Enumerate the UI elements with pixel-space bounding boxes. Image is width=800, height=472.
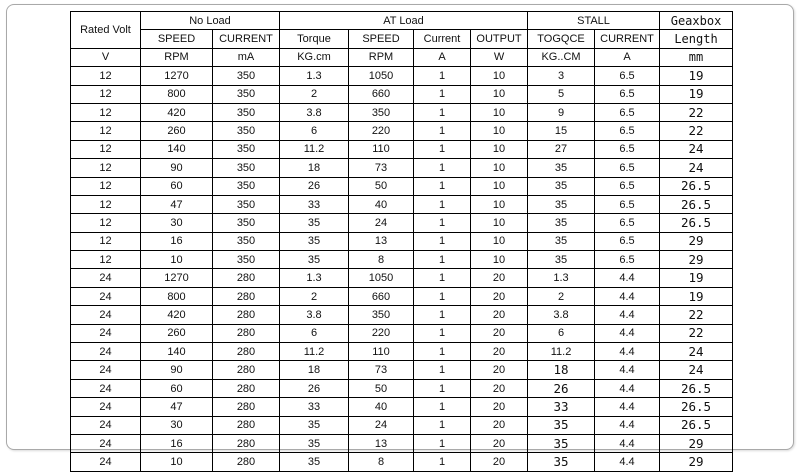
table-cell: 1 — [414, 324, 471, 342]
table-cell: 4.4 — [595, 306, 660, 324]
table-cell: 4.4 — [595, 361, 660, 379]
table-body — [71, 12, 733, 472]
table-cell: 47 — [141, 195, 213, 213]
table-cell: 280 — [213, 379, 280, 397]
table-row — [71, 140, 733, 158]
table-cell: 350 — [213, 122, 280, 140]
table-cell: 1 — [414, 343, 471, 361]
header-row-subcolumns — [71, 30, 733, 48]
unit-cell: RPM — [141, 48, 213, 66]
table-cell: 24 — [71, 269, 141, 287]
table-cell: 350 — [349, 306, 414, 324]
table-cell: 6.5 — [595, 140, 660, 158]
table-row — [71, 214, 733, 232]
table-row — [71, 306, 733, 324]
table-cell: 6 — [280, 324, 349, 342]
table-cell: 6.5 — [595, 251, 660, 269]
subheader-cell: Current — [414, 30, 471, 48]
table-cell: 35 — [528, 416, 595, 434]
table-cell: 73 — [349, 159, 414, 177]
table-cell: 9 — [528, 103, 595, 121]
table-cell: 1.3 — [280, 269, 349, 287]
table-cell: 20 — [471, 343, 528, 361]
table-cell: 29 — [660, 232, 733, 250]
table-cell: 420 — [141, 103, 213, 121]
table-row — [71, 343, 733, 361]
table-cell: 350 — [213, 251, 280, 269]
rated-volt-header: Rated Volt — [71, 12, 141, 49]
table-row — [71, 398, 733, 416]
table-cell: 280 — [213, 416, 280, 434]
table-cell: 29 — [660, 251, 733, 269]
table-cell: 4.4 — [595, 398, 660, 416]
table-cell: 1 — [414, 140, 471, 158]
table-cell: 3 — [528, 67, 595, 85]
table-cell: 22 — [660, 306, 733, 324]
table-cell: 60 — [141, 177, 213, 195]
table-cell: 2 — [280, 85, 349, 103]
table-cell: 660 — [349, 287, 414, 305]
table-cell: 140 — [141, 140, 213, 158]
table-cell: 26 — [280, 177, 349, 195]
table-row — [71, 159, 733, 177]
table-cell: 47 — [141, 398, 213, 416]
table-cell: 1 — [414, 195, 471, 213]
table-cell: 6.5 — [595, 122, 660, 140]
table-cell: 35 — [280, 416, 349, 434]
table-row — [71, 251, 733, 269]
table-cell: 1 — [414, 232, 471, 250]
table-cell: 4.4 — [595, 343, 660, 361]
table-cell: 26.5 — [660, 416, 733, 434]
table-cell: 35 — [528, 251, 595, 269]
unit-cell: A — [595, 48, 660, 66]
table-cell: 350 — [213, 214, 280, 232]
table-cell: 10 — [471, 140, 528, 158]
table-cell: 33 — [280, 398, 349, 416]
at-load-header: AT Load — [280, 12, 528, 30]
table-cell: 12 — [71, 177, 141, 195]
unit-cell: KG.cm — [280, 48, 349, 66]
table-cell: 16 — [141, 434, 213, 452]
table-cell: 10 — [471, 67, 528, 85]
table-cell: 24 — [660, 140, 733, 158]
table-cell: 20 — [471, 453, 528, 471]
table-cell: 6.5 — [595, 85, 660, 103]
table-cell: 1 — [414, 287, 471, 305]
table-cell: 26.5 — [660, 214, 733, 232]
table-cell: 24 — [349, 416, 414, 434]
table-cell: 1270 — [141, 269, 213, 287]
table-cell: 26.5 — [660, 177, 733, 195]
table-cell: 350 — [213, 140, 280, 158]
table-cell: 1 — [414, 103, 471, 121]
table-cell: 11.2 — [280, 343, 349, 361]
unit-cell: A — [414, 48, 471, 66]
table-row — [71, 122, 733, 140]
table-cell: 2 — [280, 287, 349, 305]
table-cell: 29 — [660, 434, 733, 452]
table-cell: 10 — [141, 453, 213, 471]
table-cell: 1270 — [141, 67, 213, 85]
table-cell: 4.4 — [595, 453, 660, 471]
table-cell: 35 — [528, 232, 595, 250]
table-cell: 110 — [349, 140, 414, 158]
table-cell: 3.8 — [280, 306, 349, 324]
table-cell: 280 — [213, 287, 280, 305]
table-cell: 4.4 — [595, 379, 660, 397]
table-cell: 24 — [660, 343, 733, 361]
table-cell: 20 — [471, 416, 528, 434]
table-cell: 20 — [471, 287, 528, 305]
table-cell: 10 — [471, 232, 528, 250]
table-cell: 13 — [349, 434, 414, 452]
table-cell: 35 — [528, 159, 595, 177]
table-cell: 26.5 — [660, 398, 733, 416]
table-cell: 220 — [349, 324, 414, 342]
table-cell: 50 — [349, 177, 414, 195]
table-row — [71, 85, 733, 103]
table-cell: 1 — [414, 398, 471, 416]
table-cell: 24 — [71, 434, 141, 452]
unit-cell: V — [71, 48, 141, 66]
table-cell: 26.5 — [660, 379, 733, 397]
table-cell: 29 — [660, 453, 733, 471]
table-cell: 1 — [414, 361, 471, 379]
table-cell: 6.5 — [595, 159, 660, 177]
table-cell: 140 — [141, 343, 213, 361]
table-cell: 35 — [280, 453, 349, 471]
table-cell: 24 — [660, 361, 733, 379]
table-cell: 73 — [349, 361, 414, 379]
table-cell: 10 — [471, 177, 528, 195]
table-cell: 12 — [71, 232, 141, 250]
table-cell: 800 — [141, 85, 213, 103]
subheader-cell: OUTPUT — [471, 30, 528, 48]
table-cell: 24 — [71, 343, 141, 361]
subheader-cell: CURRENT — [213, 30, 280, 48]
table-cell: 12 — [71, 214, 141, 232]
table-cell: 11.2 — [280, 140, 349, 158]
table-cell: 19 — [660, 269, 733, 287]
table-cell: 350 — [349, 103, 414, 121]
subheader-cell: CURRENT — [595, 30, 660, 48]
table-cell: 24 — [71, 453, 141, 471]
table-cell: 18 — [528, 361, 595, 379]
table-cell: 260 — [141, 122, 213, 140]
table-row — [71, 232, 733, 250]
stall-header: STALL — [528, 12, 660, 30]
table-cell: 8 — [349, 251, 414, 269]
table-cell: 280 — [213, 306, 280, 324]
table-cell: 13 — [349, 232, 414, 250]
table-cell: 6 — [280, 122, 349, 140]
table-cell: 10 — [471, 214, 528, 232]
table-cell: 350 — [213, 103, 280, 121]
table-cell: 24 — [71, 287, 141, 305]
table-cell: 26 — [280, 379, 349, 397]
table-cell: 1 — [414, 434, 471, 452]
table-cell: 90 — [141, 361, 213, 379]
table-cell: 1 — [414, 177, 471, 195]
table-cell: 26.5 — [660, 195, 733, 213]
table-cell: 4.4 — [595, 324, 660, 342]
table-cell: 1 — [414, 85, 471, 103]
table-cell: 20 — [471, 269, 528, 287]
table-cell: 90 — [141, 159, 213, 177]
table-cell: 350 — [213, 67, 280, 85]
table-cell: 35 — [528, 177, 595, 195]
subheader-cell: Torque — [280, 30, 349, 48]
table-cell: 30 — [141, 416, 213, 434]
table-cell: 35 — [280, 214, 349, 232]
table-cell: 1 — [414, 251, 471, 269]
table-cell: 8 — [349, 453, 414, 471]
header-row-groups — [71, 12, 733, 30]
table-cell: 110 — [349, 343, 414, 361]
table-cell: 6.5 — [595, 103, 660, 121]
table-cell: 15 — [528, 122, 595, 140]
table-cell: 350 — [213, 232, 280, 250]
table-cell: 10 — [141, 251, 213, 269]
table-row — [71, 434, 733, 452]
table-cell: 280 — [213, 453, 280, 471]
table-cell: 350 — [213, 177, 280, 195]
table-cell: 33 — [280, 195, 349, 213]
table-cell: 20 — [471, 306, 528, 324]
table-cell: 12 — [71, 251, 141, 269]
table-cell: 35 — [528, 214, 595, 232]
table-cell: 280 — [213, 269, 280, 287]
table-cell: 280 — [213, 361, 280, 379]
table-cell: 10 — [471, 103, 528, 121]
table-cell: 10 — [471, 122, 528, 140]
table-cell: 1050 — [349, 269, 414, 287]
table-cell: 1 — [414, 306, 471, 324]
table-row — [71, 287, 733, 305]
table-cell: 2 — [528, 287, 595, 305]
length-header: Length — [660, 30, 733, 48]
table-cell: 20 — [471, 379, 528, 397]
table-cell: 10 — [471, 251, 528, 269]
table-cell: 220 — [349, 122, 414, 140]
table-cell: 6.5 — [595, 177, 660, 195]
table-cell: 22 — [660, 103, 733, 121]
table-cell: 1 — [414, 159, 471, 177]
table-cell: 12 — [71, 122, 141, 140]
table-cell: 1 — [414, 122, 471, 140]
table-cell: 3.8 — [280, 103, 349, 121]
table-cell: 35 — [280, 251, 349, 269]
table-cell: 10 — [471, 195, 528, 213]
table-cell: 800 — [141, 287, 213, 305]
table-row — [71, 195, 733, 213]
table-cell: 4.4 — [595, 269, 660, 287]
table-cell: 3.8 — [528, 306, 595, 324]
table-cell: 4.4 — [595, 287, 660, 305]
table-cell: 6.5 — [595, 232, 660, 250]
table-cell: 22 — [660, 324, 733, 342]
table-cell: 12 — [71, 67, 141, 85]
table-cell: 4.4 — [595, 416, 660, 434]
table-cell: 1.3 — [280, 67, 349, 85]
table-cell: 24 — [349, 214, 414, 232]
table-cell: 30 — [141, 214, 213, 232]
table-cell: 50 — [349, 379, 414, 397]
gearbox-header: Geaxbox — [660, 12, 733, 30]
table-cell: 35 — [528, 434, 595, 452]
table-cell: 24 — [71, 324, 141, 342]
no-load-header: No Load — [141, 12, 280, 30]
table-row — [71, 269, 733, 287]
table-cell: 1 — [414, 416, 471, 434]
table-cell: 6 — [528, 324, 595, 342]
table-cell: 24 — [71, 306, 141, 324]
table-cell: 1 — [414, 269, 471, 287]
table-cell: 350 — [213, 159, 280, 177]
table-cell: 280 — [213, 434, 280, 452]
subheader-cell: SPEED — [141, 30, 213, 48]
unit-cell: KG..CM — [528, 48, 595, 66]
table-cell: 5 — [528, 85, 595, 103]
table-cell: 12 — [71, 103, 141, 121]
table-cell: 280 — [213, 343, 280, 361]
table-cell: 16 — [141, 232, 213, 250]
unit-cell: W — [471, 48, 528, 66]
table-cell: 35 — [528, 195, 595, 213]
table-cell: 20 — [471, 398, 528, 416]
unit-cell: RPM — [349, 48, 414, 66]
unit-cell: mm — [660, 48, 733, 66]
table-cell: 12 — [71, 140, 141, 158]
table-cell: 24 — [71, 416, 141, 434]
table-cell: 1050 — [349, 67, 414, 85]
table-cell: 6.5 — [595, 67, 660, 85]
table-cell: 660 — [349, 85, 414, 103]
table-cell: 1.3 — [528, 269, 595, 287]
units-row — [71, 48, 733, 66]
table-cell: 18 — [280, 159, 349, 177]
table-cell: 40 — [349, 398, 414, 416]
table-cell: 20 — [471, 324, 528, 342]
table-cell: 350 — [213, 85, 280, 103]
table-cell: 24 — [660, 159, 733, 177]
table-cell: 35 — [528, 453, 595, 471]
table-cell: 12 — [71, 195, 141, 213]
table-cell: 24 — [71, 379, 141, 397]
table-cell: 26 — [528, 379, 595, 397]
table-cell: 10 — [471, 85, 528, 103]
subheader-cell: TOGQCE — [528, 30, 595, 48]
table-cell: 19 — [660, 85, 733, 103]
table-cell: 35 — [280, 434, 349, 452]
table-cell: 11.2 — [528, 343, 595, 361]
table-cell: 1 — [414, 214, 471, 232]
table-row — [71, 453, 733, 471]
table-cell: 12 — [71, 85, 141, 103]
table-row — [71, 361, 733, 379]
subheader-cell: SPEED — [349, 30, 414, 48]
table-cell: 18 — [280, 361, 349, 379]
table-cell: 12 — [71, 159, 141, 177]
table-row — [71, 416, 733, 434]
table-row — [71, 379, 733, 397]
table-cell: 260 — [141, 324, 213, 342]
table-row — [71, 177, 733, 195]
table-cell: 22 — [660, 122, 733, 140]
table-row — [71, 67, 733, 85]
table-cell: 24 — [71, 361, 141, 379]
unit-cell: mA — [213, 48, 280, 66]
table-cell: 20 — [471, 361, 528, 379]
table-cell: 4.4 — [595, 434, 660, 452]
table-cell: 280 — [213, 324, 280, 342]
table-cell: 1 — [414, 67, 471, 85]
table-cell: 20 — [471, 434, 528, 452]
table-cell: 1 — [414, 379, 471, 397]
table-cell: 1 — [414, 453, 471, 471]
table-cell: 24 — [71, 398, 141, 416]
table-cell: 6.5 — [595, 214, 660, 232]
table-cell: 10 — [471, 159, 528, 177]
table-row — [71, 324, 733, 342]
table-row — [71, 103, 733, 121]
table-cell: 33 — [528, 398, 595, 416]
table-cell: 40 — [349, 195, 414, 213]
table-cell: 35 — [280, 232, 349, 250]
table-cell: 60 — [141, 379, 213, 397]
motor-spec-table — [70, 11, 733, 472]
table-cell: 280 — [213, 398, 280, 416]
table-cell: 6.5 — [595, 195, 660, 213]
table-cell: 27 — [528, 140, 595, 158]
table-cell: 350 — [213, 195, 280, 213]
table-cell: 19 — [660, 287, 733, 305]
table-cell: 420 — [141, 306, 213, 324]
table-cell: 19 — [660, 67, 733, 85]
